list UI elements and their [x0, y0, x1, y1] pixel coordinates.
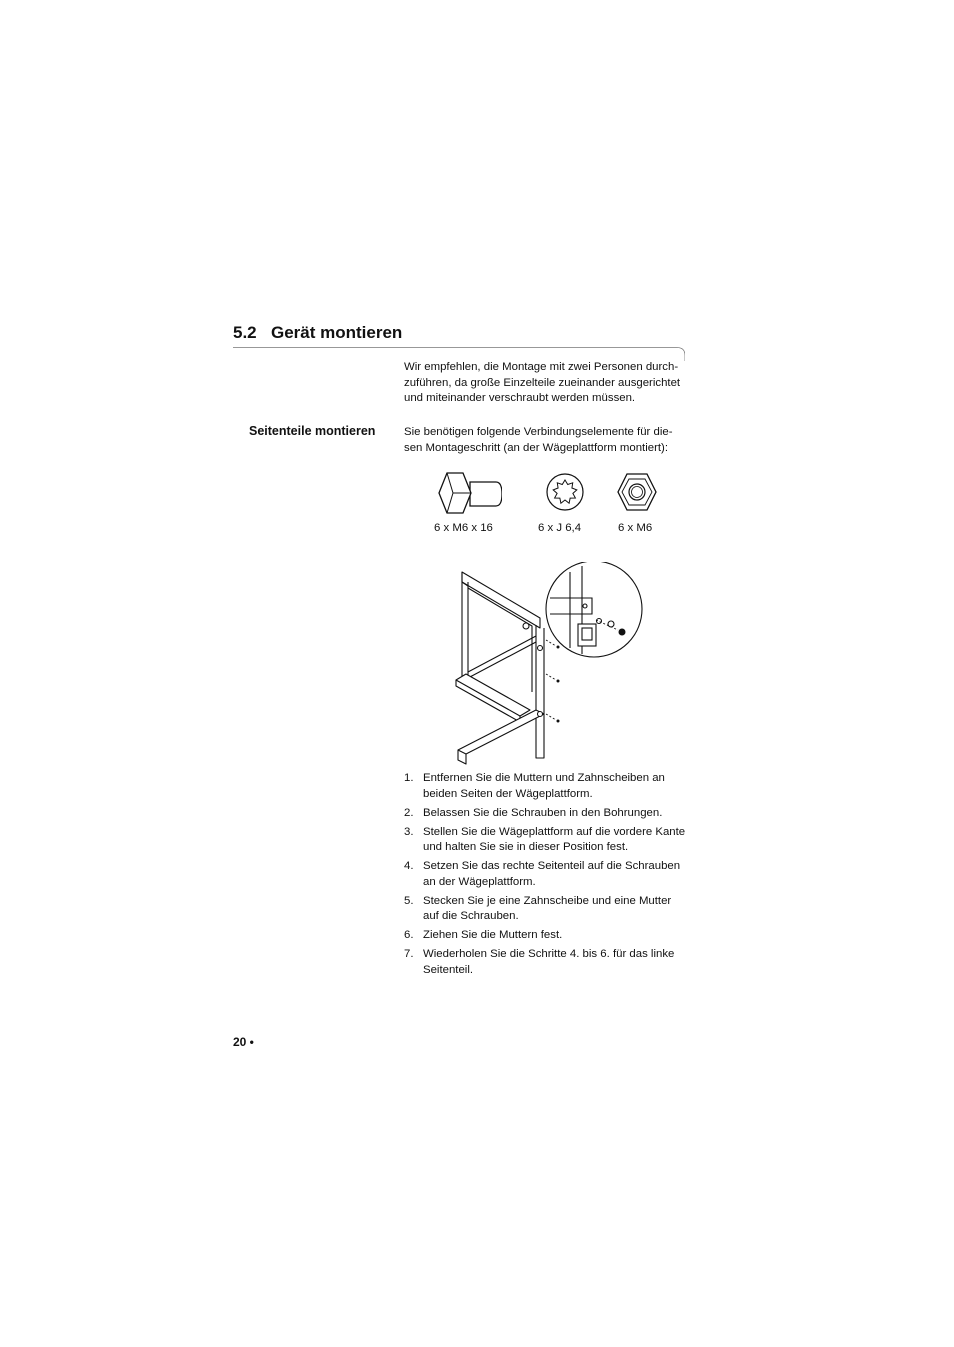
step-number: 3.	[404, 825, 414, 838]
section-number: 5.2	[233, 323, 257, 342]
step-number: 5.	[404, 894, 414, 907]
subsection-heading: Seitenteile montieren	[249, 424, 376, 438]
list-item	[404, 859, 696, 890]
hex-bolt-icon	[436, 470, 502, 516]
intro-line: Wir empfehlen, die Montage mit zwei Personen durch-	[404, 361, 679, 373]
nut-quantity-label: 6 x M6	[618, 522, 653, 534]
intro-paragraph	[404, 360, 694, 407]
step-line: Stellen Sie die Wägeplattform auf die vordere Kante	[423, 825, 686, 838]
section-rule	[233, 347, 685, 361]
page-number: 20 •	[233, 1035, 254, 1049]
assembly-steps-list	[404, 771, 696, 982]
step-line: Ziehen Sie die Muttern fest.	[423, 929, 563, 941]
list-item	[404, 806, 696, 822]
step-line: beiden Seiten der Wägeplattform.	[423, 787, 593, 800]
step-number: 7.	[404, 948, 414, 960]
intro-line: und miteinander verschraubt werden müssen.	[404, 392, 636, 404]
section-heading	[233, 323, 402, 343]
list-item	[404, 947, 696, 978]
parts-intro-paragraph	[404, 425, 694, 456]
step-line: Stecken Sie je eine Zahnscheibe und eine Mutter	[423, 894, 672, 907]
hex-nut-icon	[617, 470, 657, 514]
step-line: Entfernen Sie die Muttern und Zahnscheiben an	[423, 772, 665, 784]
section-title: Gerät montieren	[271, 323, 403, 342]
intro-line: zuführen, da große Einzelteile zueinander ausgerichtet	[404, 376, 681, 389]
step-number: 4.	[404, 860, 414, 872]
list-item	[404, 825, 696, 856]
step-number: 2.	[404, 806, 414, 819]
washer-quantity-label: 6 x J 6,4	[538, 522, 582, 534]
fasteners-row	[404, 470, 694, 540]
tooth-lock-washer-icon	[545, 470, 585, 514]
list-item	[404, 771, 696, 802]
parts-intro-line: Sie benötigen folgende Verbindungselemente für die-	[404, 426, 673, 438]
step-line: und halten Sie sie in dieser Position fest.	[423, 841, 629, 853]
step-line: Belassen Sie die Schrauben in den Bohrungen.	[423, 806, 663, 819]
step-number: 1.	[404, 772, 414, 784]
assembly-illustration	[452, 562, 646, 768]
parts-intro-line: sen Montageschritt (an der Wägeplattform montiert):	[404, 441, 668, 454]
step-number: 6.	[404, 929, 414, 941]
step-line: Setzen Sie das rechte Seitenteil auf die Schrauben	[423, 860, 681, 872]
step-line: auf die Schrauben.	[423, 910, 519, 922]
bolt-quantity-label: 6 x M6 x 16	[434, 522, 493, 534]
step-line: an der Wägeplattform.	[423, 875, 536, 888]
step-line: Seitenteil.	[423, 963, 474, 976]
list-item	[404, 928, 696, 944]
list-item	[404, 894, 696, 925]
step-line: Wiederholen Sie die Schritte 4. bis 6. für das linke	[423, 948, 675, 960]
